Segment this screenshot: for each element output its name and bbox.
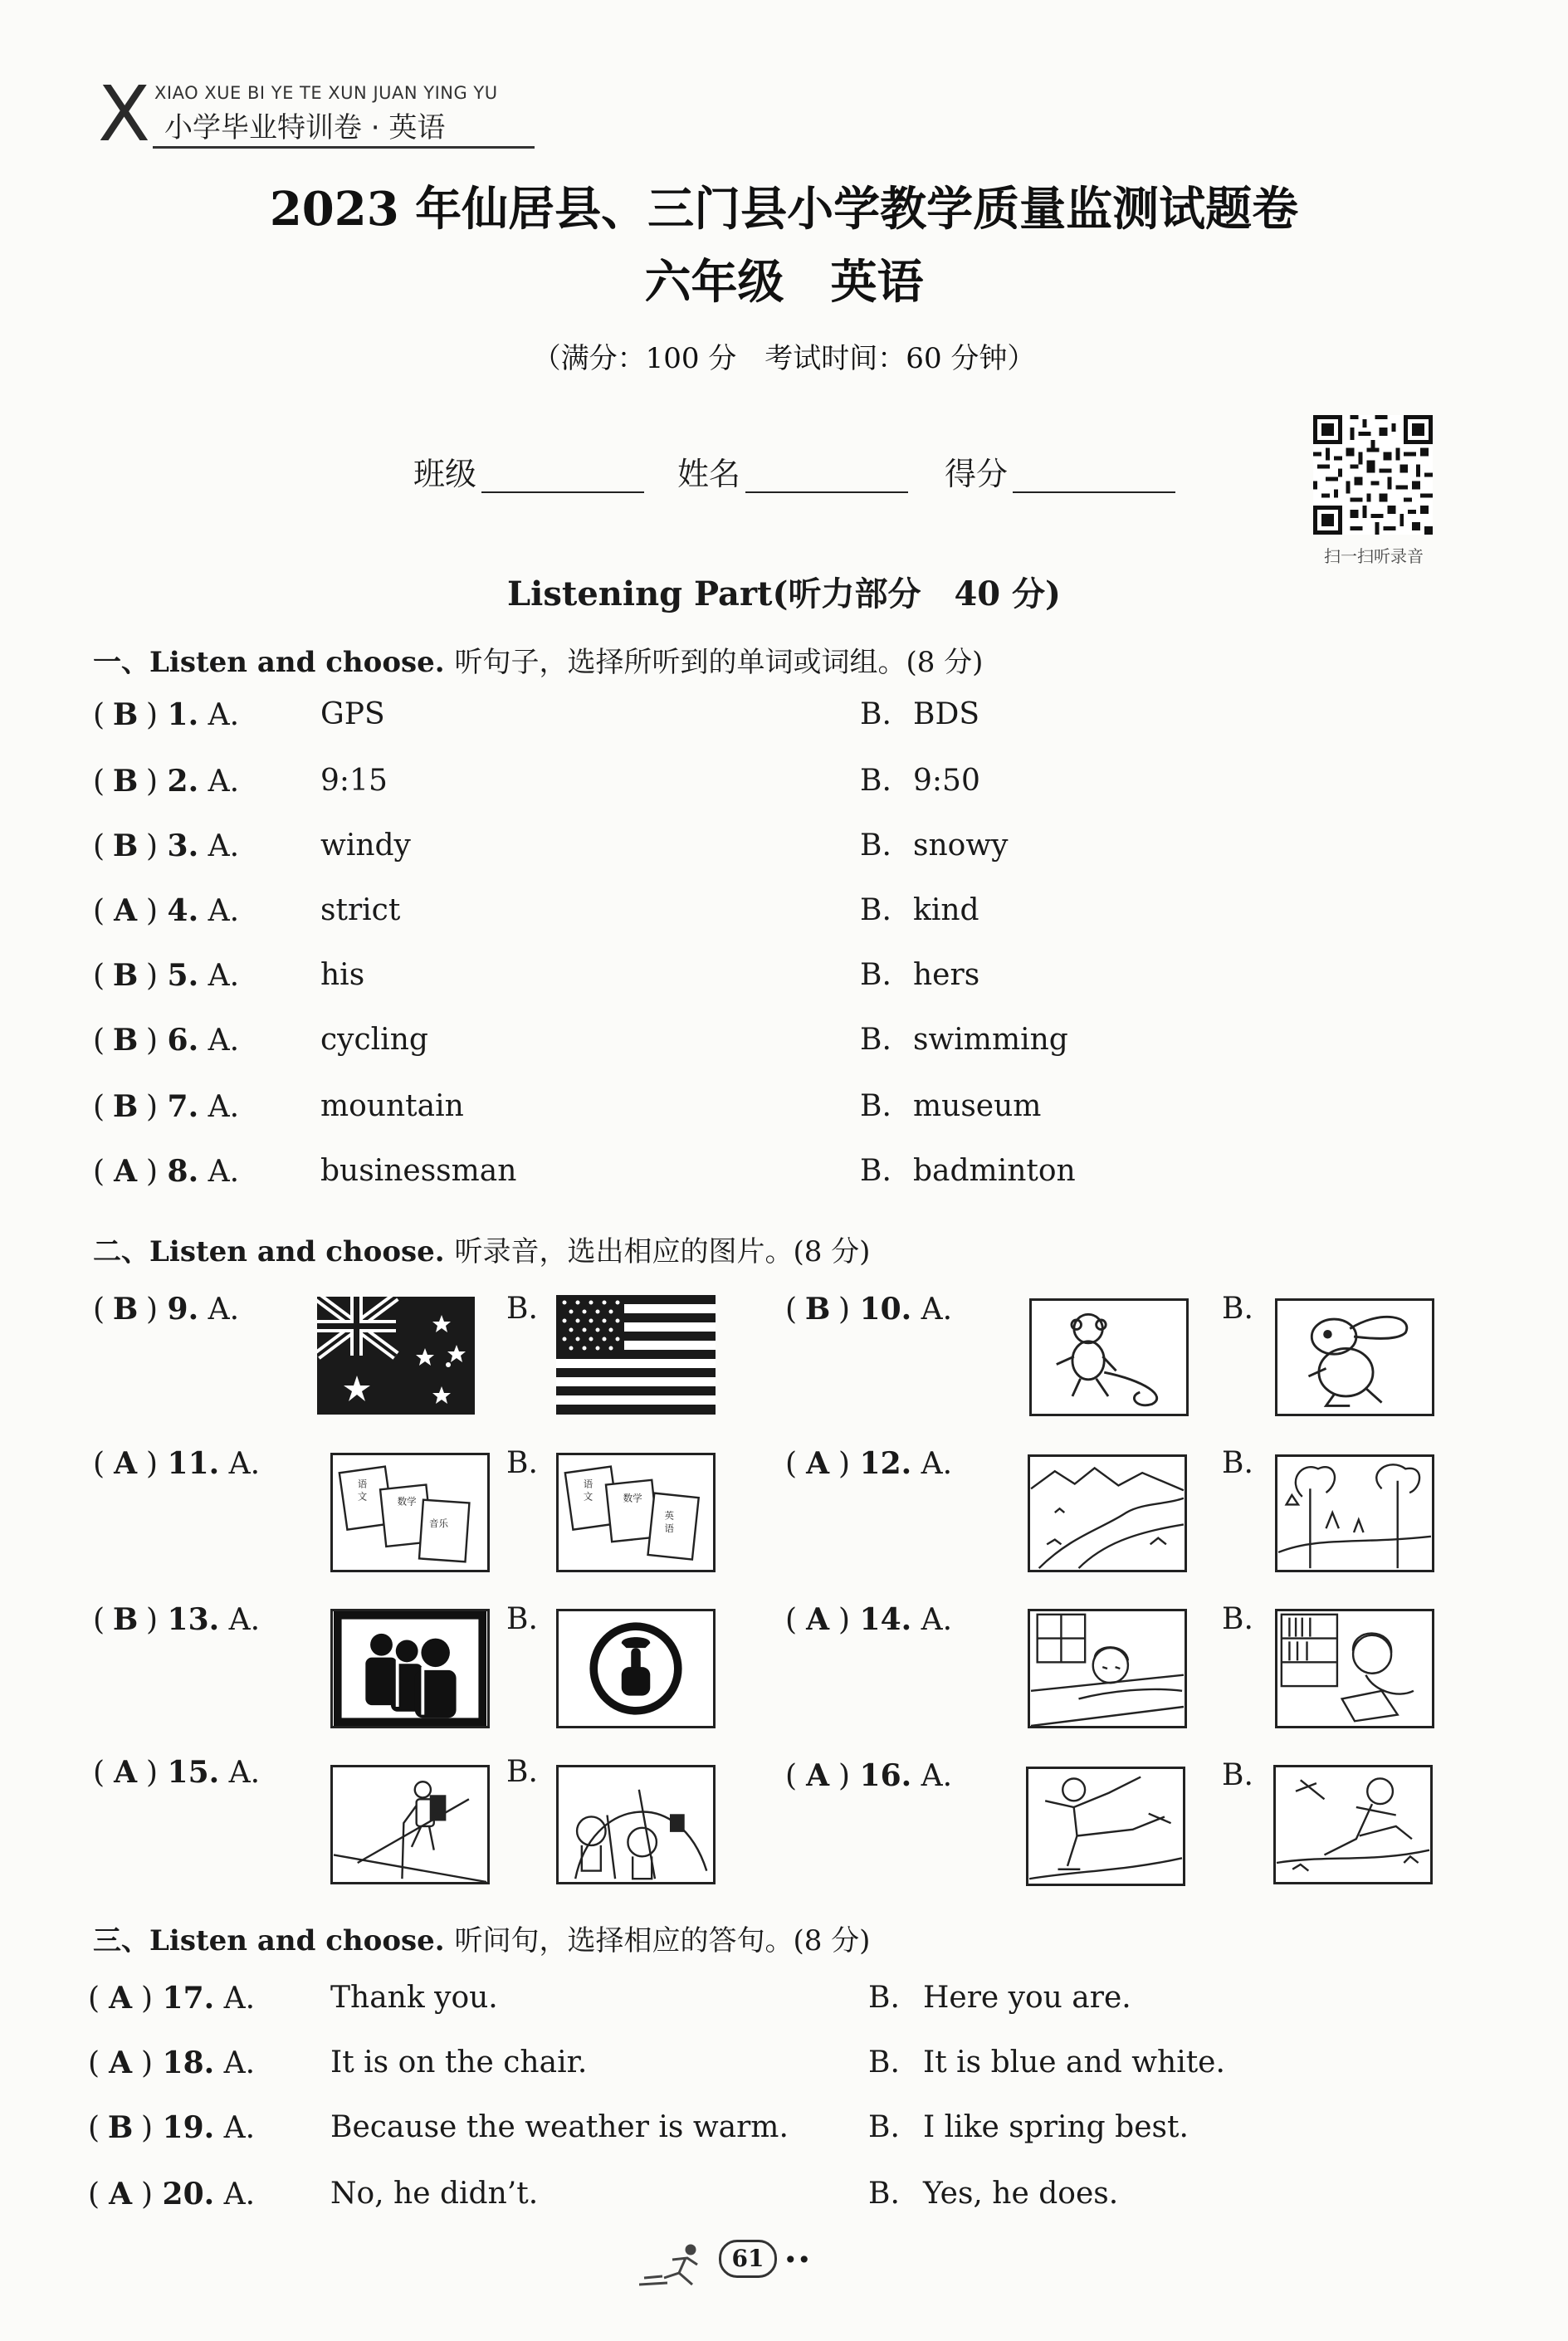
answer[interactable]: B xyxy=(112,828,139,863)
question-5-prefix: ( B ) 5. A. xyxy=(93,958,240,993)
brand-title: 小学毕业特训卷 · 英语 xyxy=(164,111,446,144)
question-20-prefix: ( A ) 20. A. xyxy=(88,2177,256,2211)
answer[interactable]: A xyxy=(109,2177,133,2211)
option-b-label: B. xyxy=(860,958,891,992)
svg-text:语: 语 xyxy=(583,1478,593,1490)
section-3-title: 三、Listen and choose. 听问句，选择相应的答句。(8 分) xyxy=(93,1924,871,1957)
answer: B xyxy=(804,1292,831,1327)
option-a[interactable]: his xyxy=(320,958,365,992)
exam-subtitle: （满分：100 分 考试时间：60 分钟） xyxy=(532,342,1036,375)
question-11-b-label: B. xyxy=(506,1446,538,1480)
class-label: 班级 xyxy=(413,456,477,492)
page-number: 61 xyxy=(719,2240,777,2278)
svg-text:文: 文 xyxy=(357,1490,368,1503)
option-a[interactable]: Thank you. xyxy=(330,1981,498,2015)
option-a[interactable]: strict xyxy=(320,893,401,927)
answer[interactable]: A xyxy=(114,893,138,928)
option-b-label: B. xyxy=(868,2110,900,2144)
question-10-prefix: ( B ) 10. A. xyxy=(785,1292,953,1327)
option-b-label: B. xyxy=(860,1023,891,1057)
section-2-title: 二、Listen and choose. 听录音，选出相应的图片。(8 分) xyxy=(93,1235,871,1268)
score-field[interactable] xyxy=(1013,491,1175,493)
score-label: 得分 xyxy=(945,456,1009,492)
option-b[interactable]: museum xyxy=(913,1089,1042,1123)
question-18-prefix: ( A ) 18. A. xyxy=(88,2045,256,2080)
question-2-prefix: ( B ) 2. A. xyxy=(93,764,240,799)
svg-text:文: 文 xyxy=(583,1490,593,1503)
rabbit-image[interactable] xyxy=(1275,1298,1434,1416)
option-b-label: B. xyxy=(868,2177,900,2211)
option-b[interactable]: Yes, he does. xyxy=(923,2177,1119,2211)
option-a[interactable]: No, he didn’t. xyxy=(330,2177,539,2211)
girl-reading-image[interactable] xyxy=(1275,1609,1434,1728)
option-a[interactable]: Because the weather is warm. xyxy=(330,2110,789,2144)
question-16-prefix: ( A ) 16. A. xyxy=(785,1758,953,1793)
question-10-b-label: B. xyxy=(1222,1292,1253,1326)
option-b[interactable]: badminton xyxy=(913,1154,1076,1188)
option-a[interactable]: windy xyxy=(320,828,411,863)
option-b[interactable]: 9:50 xyxy=(913,764,980,798)
question-16-b-label: B. xyxy=(1222,1758,1253,1792)
svg-text:音乐: 音乐 xyxy=(429,1517,448,1530)
brand-rule xyxy=(153,146,535,149)
books-english-image[interactable] xyxy=(556,1453,716,1572)
answer: A xyxy=(806,1446,830,1481)
section-1-title: 一、Listen and choose. 听句子，选择所听到的单词或词组。(8 分) xyxy=(93,646,984,679)
question-3-prefix: ( B ) 3. A. xyxy=(93,828,240,863)
question-4-prefix: ( A ) 4. A. xyxy=(93,893,240,928)
answer[interactable]: A xyxy=(109,2045,133,2080)
answer: B xyxy=(112,1292,139,1327)
answer[interactable]: A xyxy=(109,1981,133,2016)
option-b[interactable]: Here you are. xyxy=(923,1981,1131,2015)
option-a[interactable]: GPS xyxy=(320,697,385,731)
skating-image[interactable] xyxy=(1026,1767,1185,1886)
monkey-image[interactable] xyxy=(1029,1298,1189,1416)
answer[interactable]: B xyxy=(112,697,139,732)
question-13-b-label: B. xyxy=(506,1602,538,1636)
question-15-prefix: ( A ) 15. A. xyxy=(93,1755,261,1790)
answer[interactable]: B xyxy=(112,958,139,993)
usa-flag-image[interactable] xyxy=(556,1295,716,1415)
option-a[interactable]: mountain xyxy=(320,1089,464,1123)
question-1-prefix: ( B ) 1. A. xyxy=(93,697,240,732)
class-field[interactable] xyxy=(481,491,644,493)
option-b-label: B. xyxy=(860,764,891,798)
exam-grade-subject: 六年级 英语 xyxy=(644,255,924,310)
name-label: 姓名 xyxy=(677,456,741,492)
option-b[interactable]: snowy xyxy=(913,828,1009,863)
option-b[interactable]: hers xyxy=(913,958,980,992)
girl-sleeping-image[interactable] xyxy=(1028,1609,1187,1728)
camping-image[interactable] xyxy=(556,1765,716,1884)
books-music-image[interactable] xyxy=(330,1453,490,1572)
question-8-prefix: ( A ) 8. A. xyxy=(93,1154,240,1189)
answer[interactable]: B xyxy=(112,764,139,799)
answer[interactable]: A xyxy=(114,1154,138,1189)
question-11-prefix: ( A ) 11. A. xyxy=(93,1446,261,1481)
svg-text:语: 语 xyxy=(357,1478,368,1490)
option-b-label: B. xyxy=(860,697,891,731)
question-12-b-label: B. xyxy=(1222,1446,1253,1480)
question-14-b-label: B. xyxy=(1222,1602,1253,1636)
question-12-prefix: ( A ) 12. A. xyxy=(785,1446,953,1481)
queue-sign-image[interactable] xyxy=(330,1609,490,1728)
option-b[interactable]: I like spring best. xyxy=(923,2110,1189,2144)
australia-flag-image[interactable] xyxy=(317,1297,475,1415)
question-13-prefix: ( B ) 13. A. xyxy=(93,1602,261,1637)
option-b-label: B. xyxy=(860,1089,891,1123)
forest-landscape-image[interactable] xyxy=(1275,1454,1434,1572)
falling-down-image[interactable] xyxy=(1273,1765,1433,1884)
option-b[interactable]: It is blue and white. xyxy=(923,2045,1225,2080)
answer[interactable]: B xyxy=(112,1089,139,1124)
answer[interactable]: B xyxy=(107,2110,134,2145)
answer: A xyxy=(806,1602,830,1637)
question-9-b-label: B. xyxy=(506,1292,538,1326)
exam-title: 2023 年仙居县、三门县小学教学质量监测试题卷 xyxy=(269,182,1299,237)
part-title: Listening Part(听力部分 40 分) xyxy=(507,574,1061,613)
option-b-label: B. xyxy=(860,828,891,863)
svg-text:英: 英 xyxy=(664,1509,674,1522)
hiking-image[interactable] xyxy=(330,1765,490,1884)
answer: A xyxy=(114,1755,138,1790)
question-17-prefix: ( A ) 17. A. xyxy=(88,1981,256,2016)
option-b[interactable]: kind xyxy=(913,893,979,927)
runner-icon xyxy=(639,2243,714,2293)
option-a[interactable]: It is on the chair. xyxy=(330,2045,588,2080)
option-a[interactable]: 9:15 xyxy=(320,764,388,798)
question-6-prefix: ( B ) 6. A. xyxy=(93,1023,240,1058)
qr-code-icon[interactable] xyxy=(1313,415,1433,535)
option-b-label: B. xyxy=(860,893,891,927)
question-14-prefix: ( A ) 14. A. xyxy=(785,1602,953,1637)
svg-text:数学: 数学 xyxy=(397,1495,417,1508)
page-dots: •• xyxy=(784,2246,812,2274)
svg-text:数学: 数学 xyxy=(623,1492,642,1504)
option-b[interactable]: BDS xyxy=(913,697,979,731)
question-9-prefix: ( B ) 9. A. xyxy=(93,1292,240,1327)
question-7-prefix: ( B ) 7. A. xyxy=(93,1089,240,1124)
option-a[interactable]: businessman xyxy=(320,1154,517,1188)
answer: A xyxy=(114,1446,138,1481)
quiet-sign-image[interactable] xyxy=(556,1609,716,1728)
answer[interactable]: B xyxy=(112,1023,139,1058)
option-b-label: B. xyxy=(868,1981,900,2015)
question-19-prefix: ( B ) 19. A. xyxy=(88,2110,256,2145)
answer: B xyxy=(112,1602,139,1637)
option-a[interactable]: cycling xyxy=(320,1023,428,1057)
brand-letter: X xyxy=(98,70,151,159)
option-b-label: B. xyxy=(868,2045,900,2080)
answer: A xyxy=(806,1758,830,1793)
name-field[interactable] xyxy=(745,491,908,493)
option-b-label: B. xyxy=(860,1154,891,1188)
option-b[interactable]: swimming xyxy=(913,1023,1068,1057)
brand-pinyin: XIAO XUE BI YE TE XUN JUAN YING YU xyxy=(154,83,498,103)
river-landscape-image[interactable] xyxy=(1028,1454,1187,1572)
svg-text:语: 语 xyxy=(664,1522,674,1534)
question-15-b-label: B. xyxy=(506,1755,538,1789)
qr-caption: 扫一扫听录音 xyxy=(1324,546,1424,566)
